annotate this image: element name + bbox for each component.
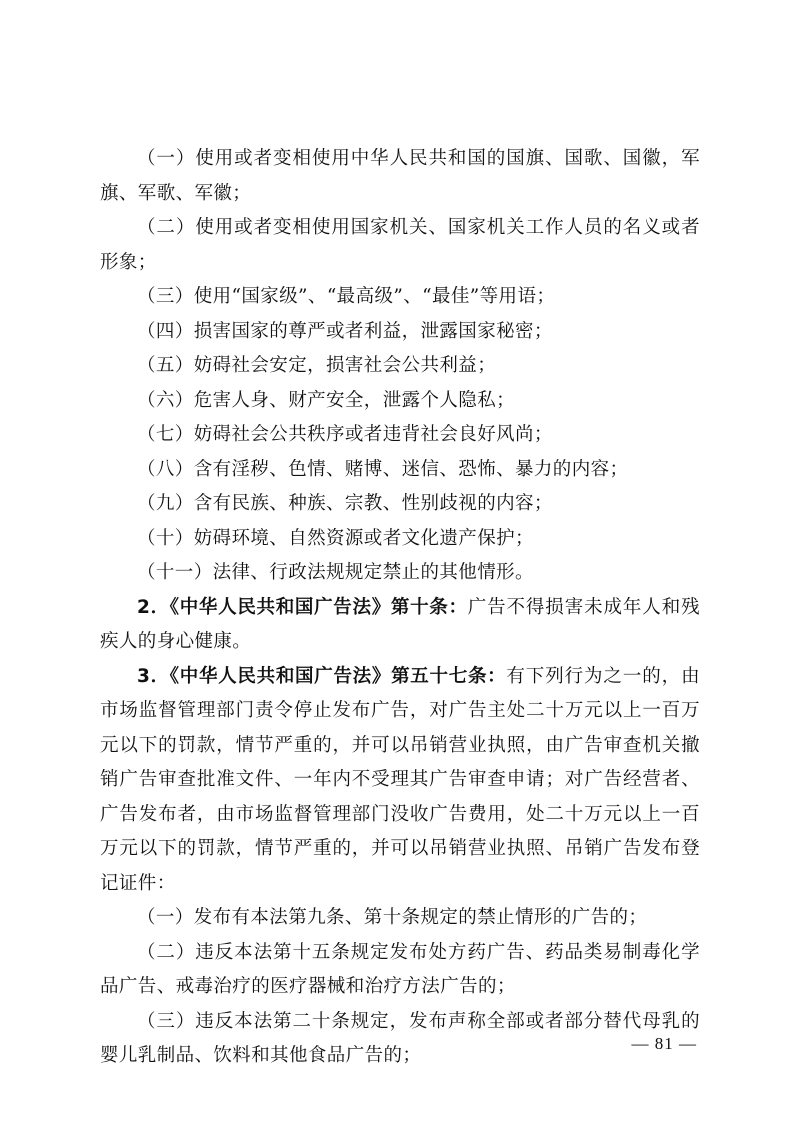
list-item: （十一）法律、行政法规规定禁止的其他情形。: [137, 562, 534, 583]
list-item: （十）妨碍环境、自然资源或者文化遗产保护；: [137, 527, 534, 549]
list-item: （四）损害国家的尊严或者利益，泄露国家秘密；: [137, 320, 553, 342]
list-item: （二）使用或者变相使用国家机关、国家机关工作人员的名义或者形象；: [100, 217, 700, 273]
list-item: （九）含有民族、种族、宗教、性别歧视的内容；: [137, 493, 553, 514]
article-3-text: 有下列行为之一的，由市场监督管理部门责令停止发布广告，对广告主处二十万元以上一百万元以下的罚款，情节严重的，并可以吊销营业执照，由广告审查机关撤销广告审查批准文件、一年内不受理其广告审查申请；对广告经营者、广告发布者，由市场监督管理部门没收广告费用，处二十万元以上一百万元以下的罚款，情节严重的，并可以吊销营业执照、吊销广告发布登记证件：: [100, 665, 700, 894]
list-item: （三）违反本法第二十条规定，发布声称全部或者部分替代母乳的婴儿乳制品、饮料和其他食品广告的；: [100, 1010, 700, 1066]
article-3-paragraph: [100, 660, 700, 902]
article-2-text: 广告不得损害未成年人和残疾人的身心健康。: [100, 596, 700, 652]
list-item: （三）使用“国家级”、“最高级”、“最佳”等用语；: [137, 286, 556, 307]
article-2-paragraph: [100, 591, 700, 660]
list-item: （七）妨碍社会公共秩序或者违背社会良好风尚；: [137, 424, 553, 445]
list-item: （六）危害人身、财产安全，泄露个人隐私；: [137, 389, 516, 411]
list-item: （一）使用或者变相使用中华人民共和国的国旗、国歌、国徽，军旗、军歌、军徽；: [100, 148, 700, 204]
list-item: （二）违反本法第十五条规定发布处方药广告、药品类易制毒化学品广告、戒毒治疗的医疗器械和治疗方法广告的；: [100, 941, 700, 997]
document-body: [100, 142, 700, 1074]
list-item: （八）含有淫秽、色情、赌博、迷信、恐怖、暴力的内容；: [137, 458, 629, 480]
page-number: — 81 —: [631, 1034, 697, 1053]
list-item: （五）妨碍社会安定，损害社会公共利益；: [137, 355, 497, 376]
article-3-heading: 3．《中华人民共和国广告法》第五十七条：: [137, 665, 507, 687]
article-2-heading: 2．《中华人民共和国广告法》第十条：: [137, 596, 468, 618]
list-item: （一）发布有本法第九条、第十条规定的禁止情形的广告的；: [137, 907, 648, 928]
